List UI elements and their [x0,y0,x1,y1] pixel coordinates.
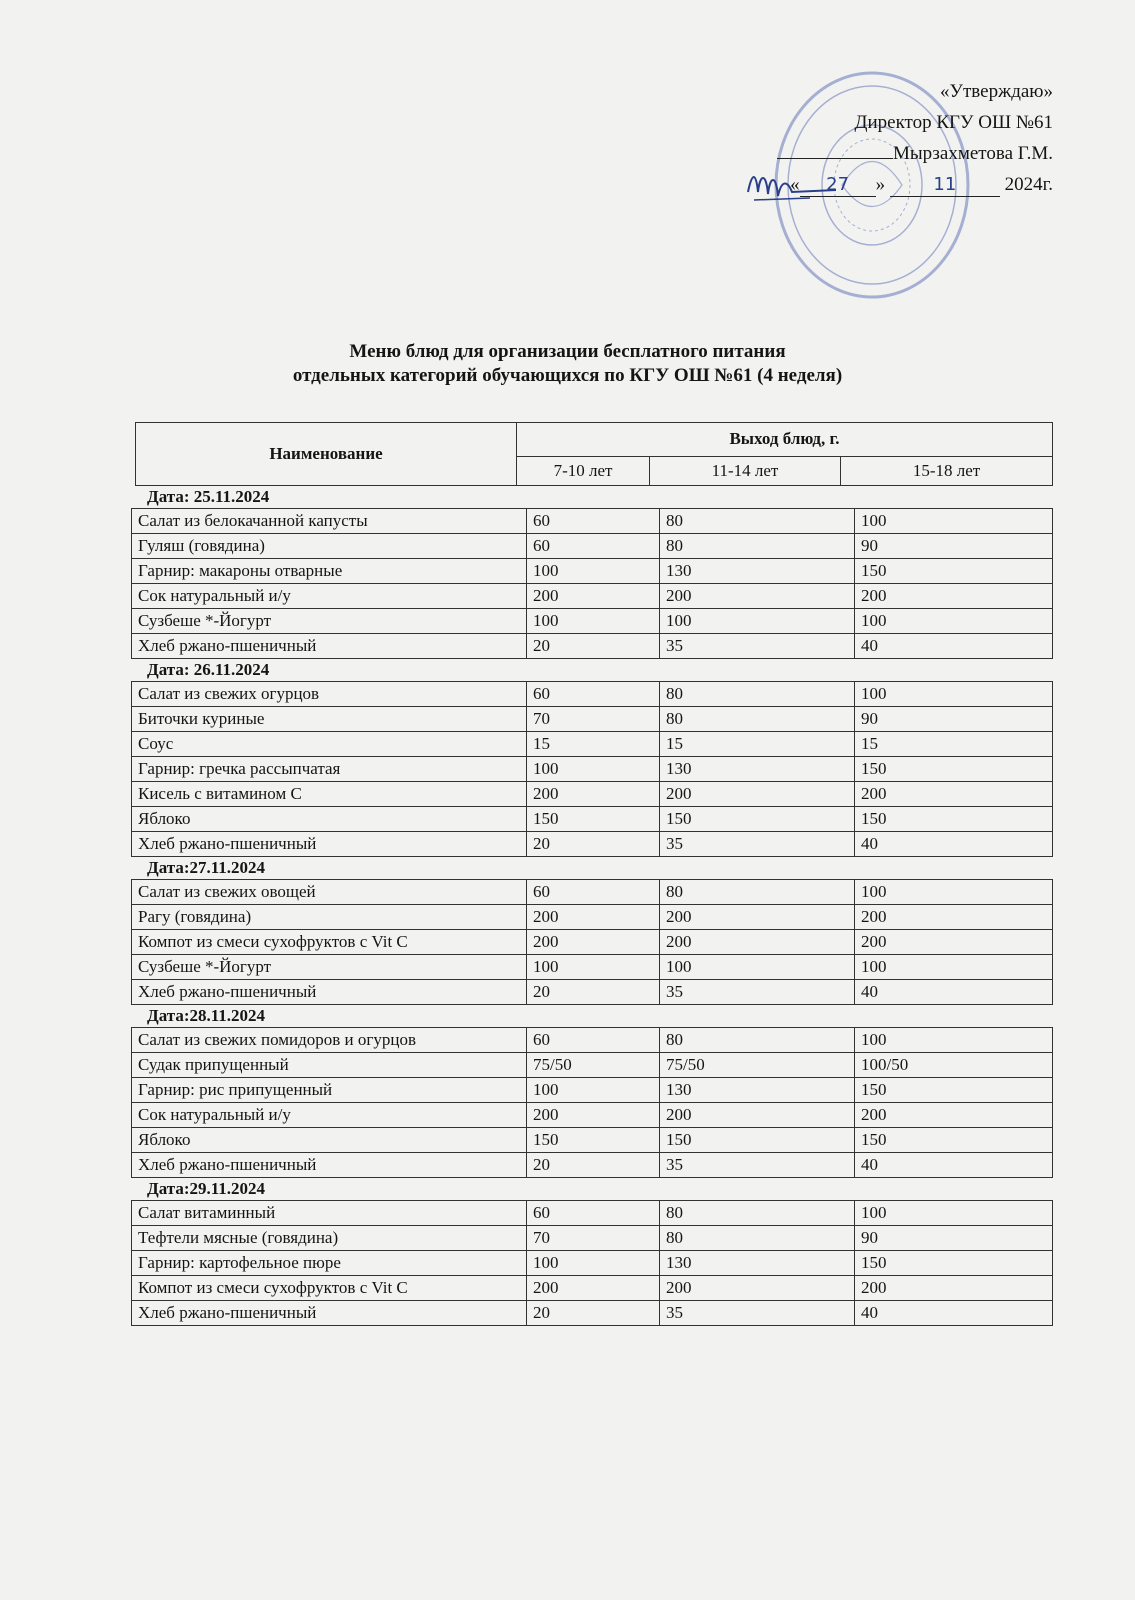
page-title [0,340,1135,388]
yield-11-14: 80 [660,534,855,559]
date-open-quote: « [790,174,800,195]
table-row [132,559,1053,584]
table-row [132,782,1053,807]
yield-15-18: 200 [855,930,1053,955]
director-position: Директор КГУ ОШ №61 [854,112,1053,133]
table-row [132,1301,1053,1326]
dish-name: Яблоко [132,1128,527,1153]
table-row [132,1251,1053,1276]
day-table [131,1027,1053,1178]
table-row [132,880,1053,905]
yield-15-18: 15 [855,732,1053,757]
date-month: 11 [890,174,1000,197]
dish-name: Хлеб ржано-пшеничный [132,1301,527,1326]
yield-15-18: 100 [855,609,1053,634]
yield-15-18: 100 [855,955,1053,980]
yield-15-18: 200 [855,1276,1053,1301]
table-row [132,1128,1053,1153]
yield-7-10: 60 [527,1028,660,1053]
yield-11-14: 75/50 [660,1053,855,1078]
table-row [132,682,1053,707]
yield-15-18: 90 [855,1226,1053,1251]
yield-7-10: 100 [527,559,660,584]
yield-11-14: 130 [660,1078,855,1103]
yield-7-10: 150 [527,1128,660,1153]
dish-name: Сок натуральный и/у [132,1103,527,1128]
approval-block [693,76,1053,200]
yield-7-10: 200 [527,584,660,609]
date-label: Дата:27.11.2024 [147,858,266,877]
approval-heading: «Утверждаю» [940,81,1053,102]
yield-7-10: 200 [527,930,660,955]
yield-11-14: 35 [660,1301,855,1326]
yield-7-10: 20 [527,832,660,857]
dish-name: Яблоко [132,807,527,832]
date-day: 27 [800,174,876,197]
table-row [132,1053,1053,1078]
day-table [131,1200,1053,1326]
dish-name: Гарнир: гречка рассыпчатая [132,757,527,782]
yield-7-10: 100 [527,955,660,980]
yield-7-10: 200 [527,1103,660,1128]
yield-7-10: 150 [527,807,660,832]
yield-15-18: 200 [855,584,1053,609]
yield-15-18: 100 [855,509,1053,534]
yield-11-14: 15 [660,732,855,757]
table-row [132,1028,1053,1053]
yield-7-10: 75/50 [527,1053,660,1078]
table-header [135,422,1053,486]
header-age-15-18: 15-18 лет [841,456,1053,485]
yield-7-10: 15 [527,732,660,757]
table-row [132,930,1053,955]
yield-15-18: 100 [855,1201,1053,1226]
yield-7-10: 70 [527,1226,660,1251]
dish-name: Судак припущенный [132,1053,527,1078]
dish-name: Рагу (говядина) [132,905,527,930]
yield-11-14: 100 [660,609,855,634]
yield-7-10: 100 [527,1078,660,1103]
table-row [132,534,1053,559]
date-year: 2024г. [1004,174,1053,195]
yield-11-14: 130 [660,1251,855,1276]
yield-7-10: 20 [527,1153,660,1178]
dish-name: Хлеб ржано-пшеничный [132,634,527,659]
yield-15-18: 40 [855,1153,1053,1178]
table-row [132,732,1053,757]
yield-11-14: 200 [660,930,855,955]
yield-11-14: 130 [660,559,855,584]
table-row [132,1103,1053,1128]
header-age-7-10: 7-10 лет [517,456,650,485]
yield-7-10: 60 [527,1201,660,1226]
yield-15-18: 100 [855,1028,1053,1053]
yield-11-14: 80 [660,1226,855,1251]
dish-name: Хлеб ржано-пшеничный [132,1153,527,1178]
table-row [132,905,1053,930]
date-label: Дата: 26.11.2024 [147,660,270,679]
yield-7-10: 20 [527,1301,660,1326]
yield-7-10: 200 [527,782,660,807]
date-label: Дата:29.11.2024 [147,1179,266,1198]
dish-name: Кисель с витамином С [132,782,527,807]
dish-name: Салат из свежих овощей [132,880,527,905]
table-row [132,1153,1053,1178]
title-line-2: отдельных категорий обучающихся по КГУ ОШ №61 (4 неделя) [292,365,843,386]
header-name: Наименование [136,423,517,486]
signature-blank [777,138,893,159]
yield-7-10: 200 [527,1276,660,1301]
dish-name: Гарнир: рис припущенный [132,1078,527,1103]
yield-15-18: 200 [855,782,1053,807]
yield-7-10: 60 [527,880,660,905]
yield-15-18: 150 [855,757,1053,782]
yield-11-14: 80 [660,682,855,707]
yield-7-10: 200 [527,905,660,930]
yield-7-10: 60 [527,682,660,707]
table-row [132,980,1053,1005]
dish-name: Салат из свежих помидоров и огурцов [132,1028,527,1053]
yield-11-14: 130 [660,757,855,782]
yield-15-18: 200 [855,905,1053,930]
day-table [131,508,1053,659]
dish-name: Соус [132,732,527,757]
date-label: Дата:28.11.2024 [147,1006,266,1025]
yield-7-10: 100 [527,1251,660,1276]
dish-name: Хлеб ржано-пшеничный [132,832,527,857]
yield-11-14: 200 [660,782,855,807]
yield-15-18: 200 [855,1103,1053,1128]
dish-name: Компот из смеси сухофруктов с Vit C [132,930,527,955]
yield-7-10: 20 [527,634,660,659]
yield-15-18: 40 [855,980,1053,1005]
table-row [132,955,1053,980]
yield-15-18: 90 [855,707,1053,732]
dish-name: Сузбеше *-Йогурт [132,955,527,980]
approval-date [693,169,1053,200]
dish-name: Гарнир: картофельное пюре [132,1251,527,1276]
dish-name: Сок натуральный и/у [132,584,527,609]
yield-11-14: 80 [660,707,855,732]
yield-11-14: 35 [660,832,855,857]
yield-15-18: 100/50 [855,1053,1053,1078]
dish-name: Тефтели мясные (говядина) [132,1226,527,1251]
table-row [132,1276,1053,1301]
table-row [132,1078,1053,1103]
date-label: Дата: 25.11.2024 [147,487,270,506]
yield-15-18: 40 [855,832,1053,857]
yield-15-18: 150 [855,559,1053,584]
menu-table [131,422,1053,1326]
yield-11-14: 200 [660,1103,855,1128]
yield-11-14: 35 [660,980,855,1005]
table-row [132,707,1053,732]
dish-name: Салат из свежих огурцов [132,682,527,707]
yield-15-18: 150 [855,1251,1053,1276]
yield-15-18: 100 [855,880,1053,905]
table-row [132,832,1053,857]
yield-11-14: 80 [660,1028,855,1053]
table-row [132,634,1053,659]
dish-name: Гуляш (говядина) [132,534,527,559]
yield-15-18: 150 [855,1078,1053,1103]
yield-11-14: 80 [660,509,855,534]
yield-11-14: 150 [660,1128,855,1153]
yield-7-10: 60 [527,534,660,559]
table-row [132,509,1053,534]
director-signature-line [693,138,1053,169]
yield-15-18: 40 [855,634,1053,659]
yield-11-14: 200 [660,905,855,930]
dish-name: Салат из белокачанной капусты [132,509,527,534]
header-yield: Выход блюд, г. [517,423,1053,457]
dish-name: Салат витаминный [132,1201,527,1226]
day-table [131,681,1053,857]
yield-11-14: 80 [660,1201,855,1226]
table-row [132,1226,1053,1251]
yield-15-18: 150 [855,1128,1053,1153]
yield-15-18: 150 [855,807,1053,832]
dish-name: Биточки куриные [132,707,527,732]
day-table [131,879,1053,1005]
yield-11-14: 35 [660,634,855,659]
yield-7-10: 100 [527,609,660,634]
yield-11-14: 80 [660,880,855,905]
table-row [132,807,1053,832]
director-name: Мырзахметова Г.М. [893,143,1053,164]
table-row [132,1201,1053,1226]
date-close-quote: » [875,174,886,195]
yield-15-18: 100 [855,682,1053,707]
yield-11-14: 35 [660,1153,855,1178]
yield-11-14: 200 [660,1276,855,1301]
yield-7-10: 100 [527,757,660,782]
dish-name: Гарнир: макароны отварные [132,559,527,584]
yield-15-18: 40 [855,1301,1053,1326]
header-age-11-14: 11-14 лет [650,456,841,485]
table-row [132,609,1053,634]
table-row [132,757,1053,782]
dish-name: Сузбеше *-Йогурт [132,609,527,634]
dish-name: Компот из смеси сухофруктов с Vit C [132,1276,527,1301]
yield-11-14: 100 [660,955,855,980]
title-line-1: Меню блюд для организации бесплатного питания [349,341,786,362]
dish-name: Хлеб ржано-пшеничный [132,980,527,1005]
yield-11-14: 150 [660,807,855,832]
yield-11-14: 200 [660,584,855,609]
yield-7-10: 70 [527,707,660,732]
yield-7-10: 60 [527,509,660,534]
yield-15-18: 90 [855,534,1053,559]
yield-7-10: 20 [527,980,660,1005]
table-row [132,584,1053,609]
days-container [131,486,1053,1326]
